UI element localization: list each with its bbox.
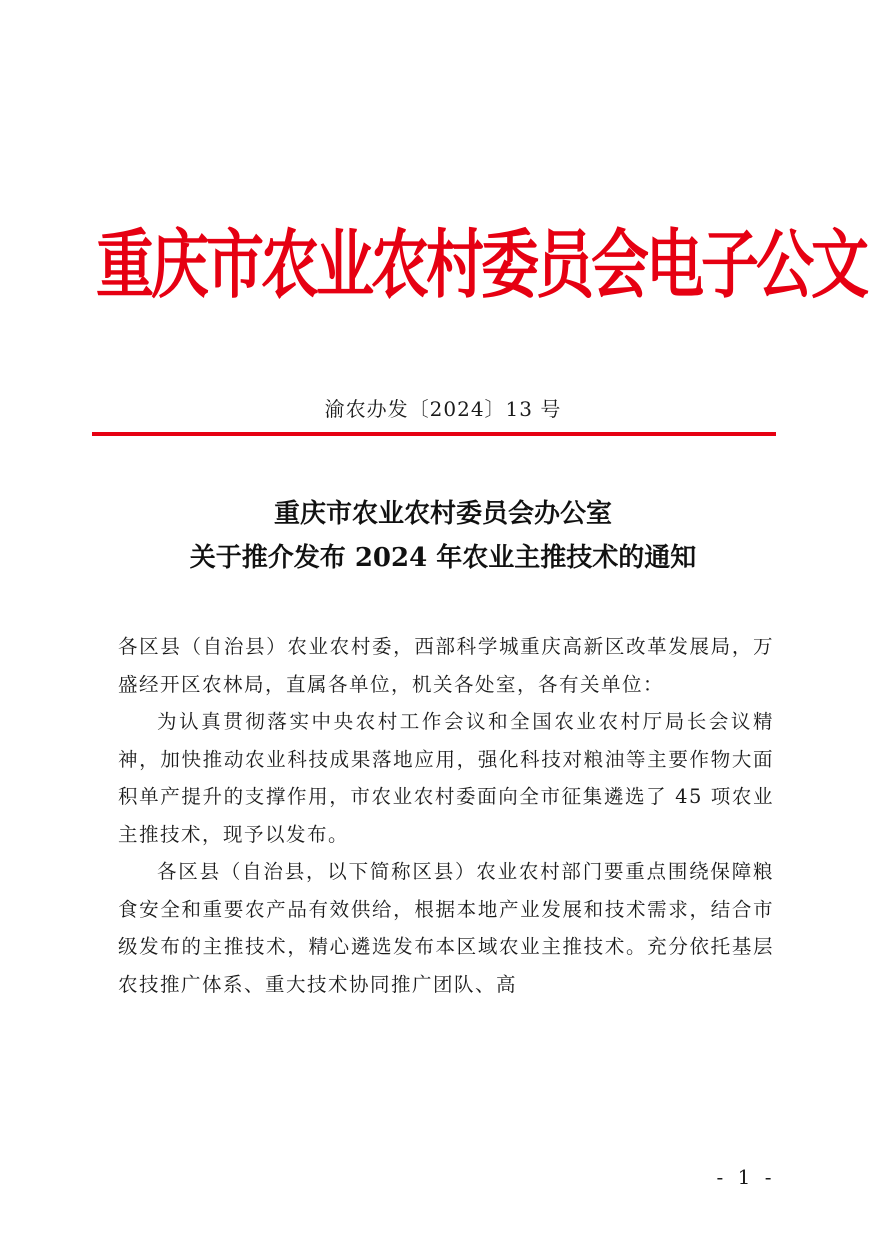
body-paragraph-1: 为认真贯彻落实中央农村工作会议和全国农业农村厅局长会议精神，加快推动农业科技成果落地应用，强化科技对粮油等主要作物大面积单产提升的支撑作用，市农业农村委面向全市征集遴选了 45 项农业主推技术，现予以发布。	[118, 710, 774, 846]
document-title-line-2: 关于推介发布 2024 年农业主推技术的通知	[189, 543, 697, 573]
document-title-line-1: 重庆市农业农村委员会办公室	[273, 499, 612, 529]
document-body	[118, 628, 774, 1003]
red-separator-line	[92, 432, 776, 436]
body-paragraph-2: 各区县（自治县，以下简称区县）农业农村部门要重点围绕保障粮食安全和重要农产品有效供给，根据本地产业发展和技术需求，结合市级发布的主推技术，精心遴选发布本区域农业主推技术。充分依托基层农技推广体系、重大技术协同推广团队、高	[118, 860, 774, 996]
page-number: - 1 -	[716, 1165, 776, 1189]
document-number: 渝农办发〔2024〕13 号	[324, 397, 562, 421]
letterhead-title: 重庆市农业农村委员会电子公文	[96, 221, 867, 309]
addressee-paragraph: 各区县（自治县）农业农村委，西部科学城重庆高新区改革发展局，万盛经开区农林局，直属各单位，机关各处室，各有关单位：	[118, 635, 774, 696]
